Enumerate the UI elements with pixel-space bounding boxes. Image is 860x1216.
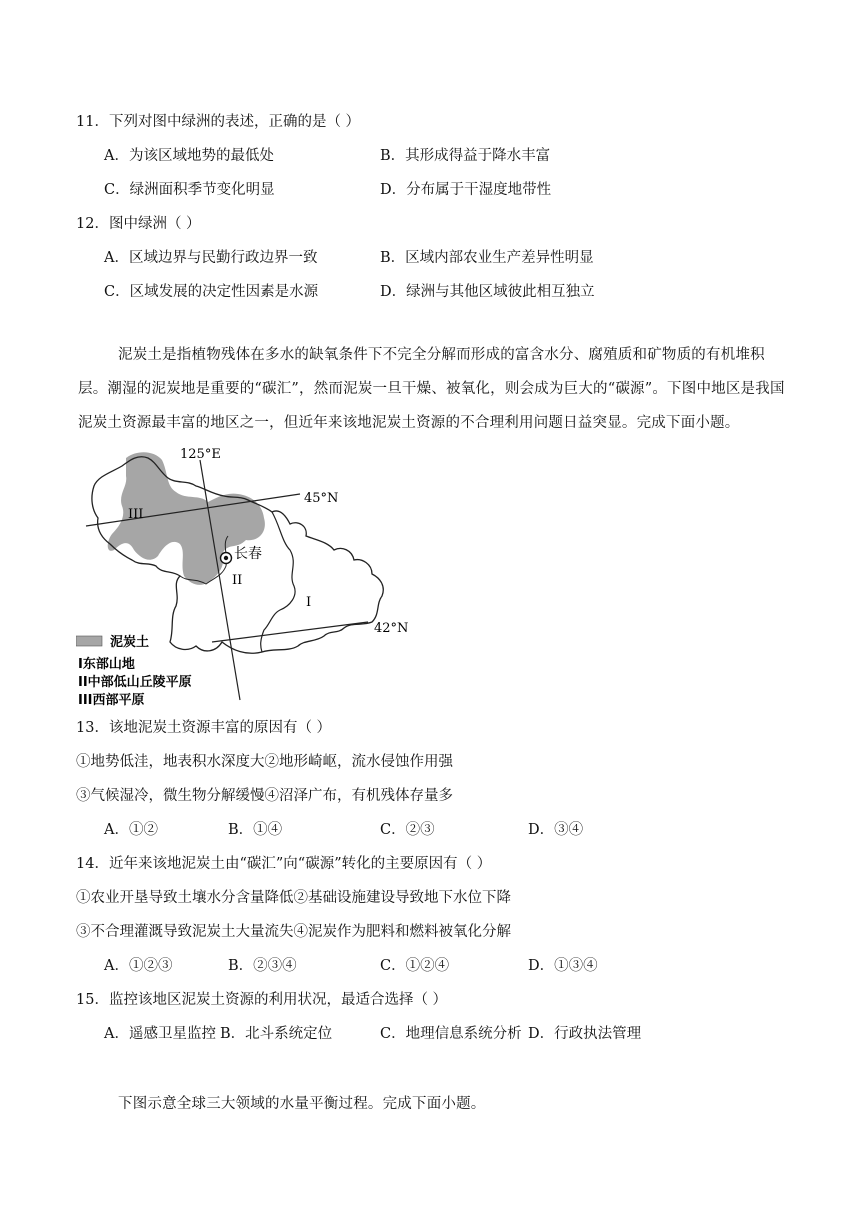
- q15-option-b[interactable]: B．北斗系统定位: [220, 1026, 333, 1042]
- peat-soil-map: [76, 446, 436, 708]
- legend-region-I: I东部山地: [78, 657, 135, 672]
- question-15-stem: 15．监控该地区泥炭土资源的利用状况，最适合选择（ ）: [76, 992, 448, 1008]
- q13-statement-2: ③气候湿冷，微生物分解缓慢④沼泽广布，有机残体存量多: [76, 788, 453, 804]
- latitude-line-42n: [212, 622, 368, 642]
- q11-option-b[interactable]: B．其形成得益于降水丰富: [380, 148, 551, 164]
- lon-125e-label: 125°E: [180, 447, 221, 462]
- q12-option-a[interactable]: A．区域边界与民勤行政边界一致: [104, 250, 318, 266]
- q15-option-c[interactable]: C．地理信息系统分析: [380, 1026, 522, 1042]
- q11-option-c[interactable]: C．绿洲面积季节变化明显: [104, 182, 275, 198]
- region-II-label: II: [232, 573, 243, 588]
- q14-option-a[interactable]: A．①②③: [104, 958, 173, 974]
- legend-region-III: III西部平原: [78, 693, 145, 708]
- q14-statement-1: ①农业开垦导致土壤水分含量降低②基础设施建设导致地下水位下降: [76, 890, 511, 906]
- q13-option-c[interactable]: C．②③: [380, 822, 435, 838]
- passage-water-balance: 下图示意全球三大领域的水量平衡过程。完成下面小题。: [118, 1096, 486, 1112]
- q12-option-b[interactable]: B．区域内部农业生产差异性明显: [380, 250, 594, 266]
- legend-region-II: II中部低山丘陵平原: [78, 675, 192, 690]
- q11-option-a[interactable]: A．为该区域地势的最低处: [104, 148, 274, 164]
- question-11-stem: 11．下列对图中绿洲的表述，正确的是（ ）: [76, 114, 361, 130]
- q13-option-b[interactable]: B．①④: [228, 822, 283, 838]
- boundary-I-II: [261, 512, 295, 652]
- q13-statement-1: ①地势低洼，地表积水深度大②地形崎岖，流水侵蚀作用强: [76, 754, 453, 770]
- legend-peat-label: 泥炭土: [110, 635, 150, 650]
- q14-option-d[interactable]: D．①③④: [528, 958, 598, 974]
- legend-peat-swatch: [76, 636, 102, 646]
- q14-option-b[interactable]: B．②③④: [228, 958, 297, 974]
- q12-option-c[interactable]: C．区域发展的决定性因素是水源: [104, 284, 319, 300]
- q15-option-d[interactable]: D．行政执法管理: [528, 1026, 642, 1042]
- lat-45n-label: 45°N: [304, 491, 339, 506]
- question-12-stem: 12．图中绿洲（ ）: [76, 216, 201, 232]
- q12-option-d[interactable]: D．绿洲与其他区域彼此相互独立: [380, 284, 595, 300]
- passage-peat-soil: 泥炭土是指植物残体在多水的缺氧条件下不完全分解而形成的富含水分、腐殖质和矿物质的有机堆积层。潮湿的泥炭地是重要的“碳汇”，然而泥炭一旦干燥、被氧化，则会成为巨大的“碳源”。下图中地区是我国泥炭土资源最丰富的地区之一，但近年来该地泥炭土资源的不合理利用问题日益突显。完成下面小题。: [78, 347, 785, 431]
- region-III-label: III: [128, 507, 144, 522]
- q11-option-d[interactable]: D．分布属于干湿度地带性: [380, 182, 552, 198]
- changchun-label: 长春: [234, 546, 262, 562]
- q14-option-c[interactable]: C．①②④: [380, 958, 450, 974]
- q15-option-a[interactable]: A．遥感卫星监控: [104, 1026, 216, 1042]
- q13-option-d[interactable]: D．③④: [528, 822, 584, 838]
- region-I-label: I: [306, 595, 312, 610]
- lat-42n-label: 42°N: [374, 621, 409, 636]
- q13-option-a[interactable]: A．①②: [104, 822, 158, 838]
- q14-statement-2: ③不合理灌溉导致泥炭土大量流失④泥炭作为肥料和燃料被氧化分解: [76, 924, 511, 940]
- question-14-stem: 14．近年来该地泥炭土由“碳汇”向“碳源”转化的主要原因有（ ）: [76, 856, 492, 872]
- question-13-stem: 13．该地泥炭土资源丰富的原因有（ ）: [76, 720, 332, 736]
